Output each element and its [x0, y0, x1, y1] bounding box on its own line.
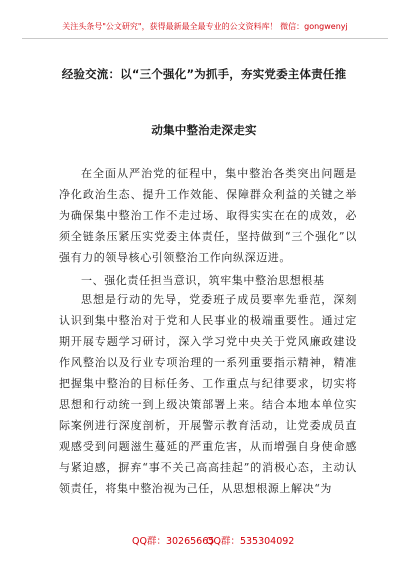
intro-paragraph: 在全面从严治党的征程中，集中整治各类突出问题是净化政治生态、提升工作效能、保障群众利益的关键之举为确保集中整治工作不走过场、取得实实在在的成效，必须全链条压紧压实党委主体责任，坚持做到“三个强化”以强有力的领导核心引领整治工作向纵深迈进。 — [59, 167, 357, 264]
section-heading: 一、强化责任担当意识，筑牢集中整治思想根基 — [81, 274, 325, 287]
watermark-banner: 关注头条号"公文研究"，获得最新最全最专业的公文资料库！ 微信：gongwenyj — [22, 18, 388, 39]
document-title-line-1: 经验交流：以“三个强化”为抓手，夯实党委主体责任推 — [61, 67, 347, 81]
footer-qq-group-1: QQ群：30265665 — [132, 536, 215, 547]
footer-qq-group-2: QQ群：535304092 — [206, 536, 295, 547]
footer — [0, 530, 408, 548]
body-paragraph: 思想是行动的先导，党委班子成员要率先垂范，深刻认识到集中整治对于党和人民事业的极端重要性。通过定期开展专题学习研讨，深入学习党中央关于党风廉政建设作风整治以及行业专项治理的一系列重要指示精神，精准把握集中整治的目标任务、工作重点与纪律要求，切实将思想和行动统一到上级决策部署上来。结合本地本单位实际案例进行深度剖析，开展警示教育活动，让党委成员直观感受到问题滋生蔓延的严重危害，从而增强自身使命感与紧迫感，摒弃“事不关己高高挂起”的消极心态，主动认领责任，将集中整治视为己任，从思想根源上解决“为 — [59, 293, 357, 495]
document-title-line-2: 动集中整治走深走实 — [151, 123, 257, 137]
